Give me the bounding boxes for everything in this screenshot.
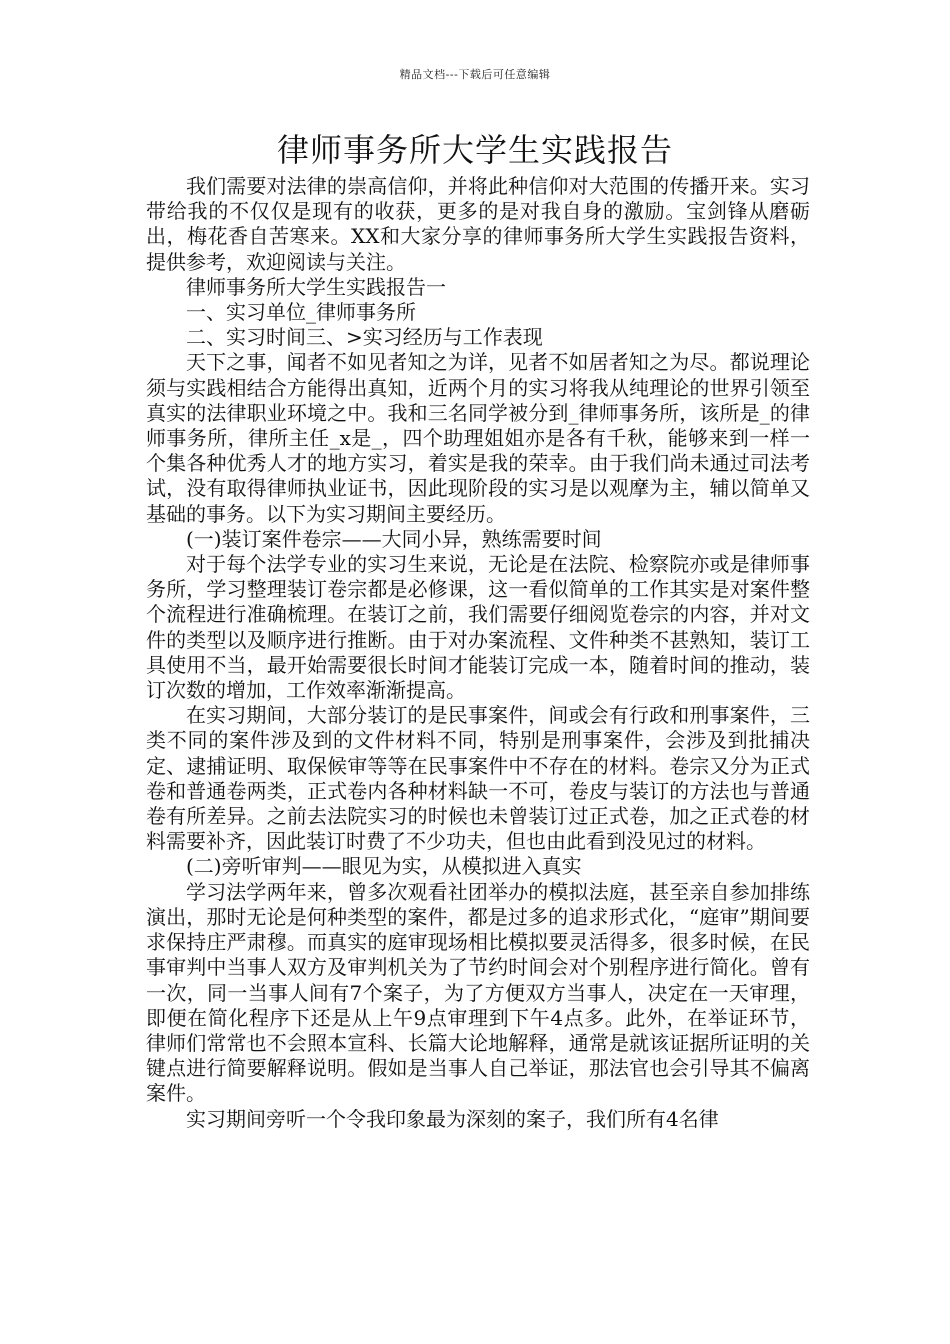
subsection-heading-binding: (一)装订案件卷宗——大同小异，熟练需要时间: [186, 526, 602, 551]
body-paragraph: 天下之事，闻者不如见者知之为详，见者不如居者知之为尽。都说理论须与实践相结合方能得出真知，近两个月的实习将我从纯理论的世界引领至真实的法律职业环境之中。我和三名同学被分到_律师事务所，该所是_的律师事务所，律所主任_x是_，四个助理姐姐亦是各有千秋，能够来到一样一个集各种优秀人才的地方实习，着实是我的荣幸。由于我们尚未通过司法考试，没有取得律师执业证书，因此现阶段的实习是以观摩为主，辅以简单又基础的事务。以下为实习期间主要经历。: [146, 350, 810, 526]
body-paragraph: 在实习期间，大部分装订的是民事案件，间或会有行政和刑事案件，三类不同的案件涉及到的文件材料不同，特别是刑事案件，会涉及到批捕决定、逮捕证明、取保候审等等在民事案件中不存在的材料。卷宗又分为正式卷和普通卷两类，正式卷内各种材料缺一不可，卷皮与装订的方法也与普通卷有所差异。之前去法院实习的时候也未曾装订过正式卷，加之正式卷的材料需要补齐，因此装订时费了不少功夫，但也由此看到没见过的材料。: [146, 703, 810, 854]
document-title: 律师事务所大学生实践报告: [276, 131, 673, 169]
body-paragraph: 学习法学两年来，曾多次观看社团举办的模拟法庭，甚至亲自参加排练演出，那时无论是何种类型的案件，都是过多的追求形式化，“庭审”期间要求保持庄严肃穆。而真实的庭审现场相比模拟要灵活得多，很多时候，在民事审判中当事人双方及审判机关为了节约时间会对个别程序进行简化。曾有一次，同一当事人间有7个案子，为了方便双方当事人，决定在一天审理，即便在简化程序下还是从上午9点审理到下午4点多。此外，在举证环节，律师们常常也不会照本宣科、长篇大论地解释，通常是就该证据所证明的关键点进行简要解释说明。假如是当事人自己举证，那法官也会引导其不偏离案件。: [146, 879, 810, 1106]
body-paragraph: 对于每个法学专业的实习生来说，无论是在法院、检察院亦或是律师事务所，学习整理装订卷宗都是必修课，这一看似简单的工作其实是对案件整个流程进行准确梳理。在装订之前，我们需要仔细阅览卷宗的内容，并对文件的类型以及顺序进行推断。由于对办案流程、文件种类不甚熟知，装订工具使用不当，最开始需要很长时间才能装订完成一本，随着时间的推动，装订次数的增加，工作效率渐渐提高。: [146, 552, 810, 703]
section-heading-time: 二、实习时间三、>实习经历与工作表现: [186, 325, 543, 350]
section-heading-unit: 一、实习单位_律师事务所: [186, 300, 416, 325]
intro-paragraph: 我们需要对法律的崇高信仰，并将此种信仰对大范围的传播开来。实习带给我的不仅仅是现有的收获，更多的是对我自身的激励。宝剑锋从磨砺出，梅花香自苦寒来。XX和大家分享的律师事务所大学生实践报告资料，提供参考，欢迎阅读与关注。: [146, 174, 810, 274]
body-paragraph: 实习期间旁听一个令我印象最为深刻的案子，我们所有4名律: [186, 1106, 719, 1131]
report-subtitle: 律师事务所大学生实践报告一: [186, 274, 446, 299]
subsection-heading-trial: (二)旁听审判——眼见为实，从模拟进入真实: [186, 854, 582, 879]
header-note: 精品文档---下载后可任意编辑: [399, 68, 551, 81]
document-body: [146, 174, 810, 1132]
